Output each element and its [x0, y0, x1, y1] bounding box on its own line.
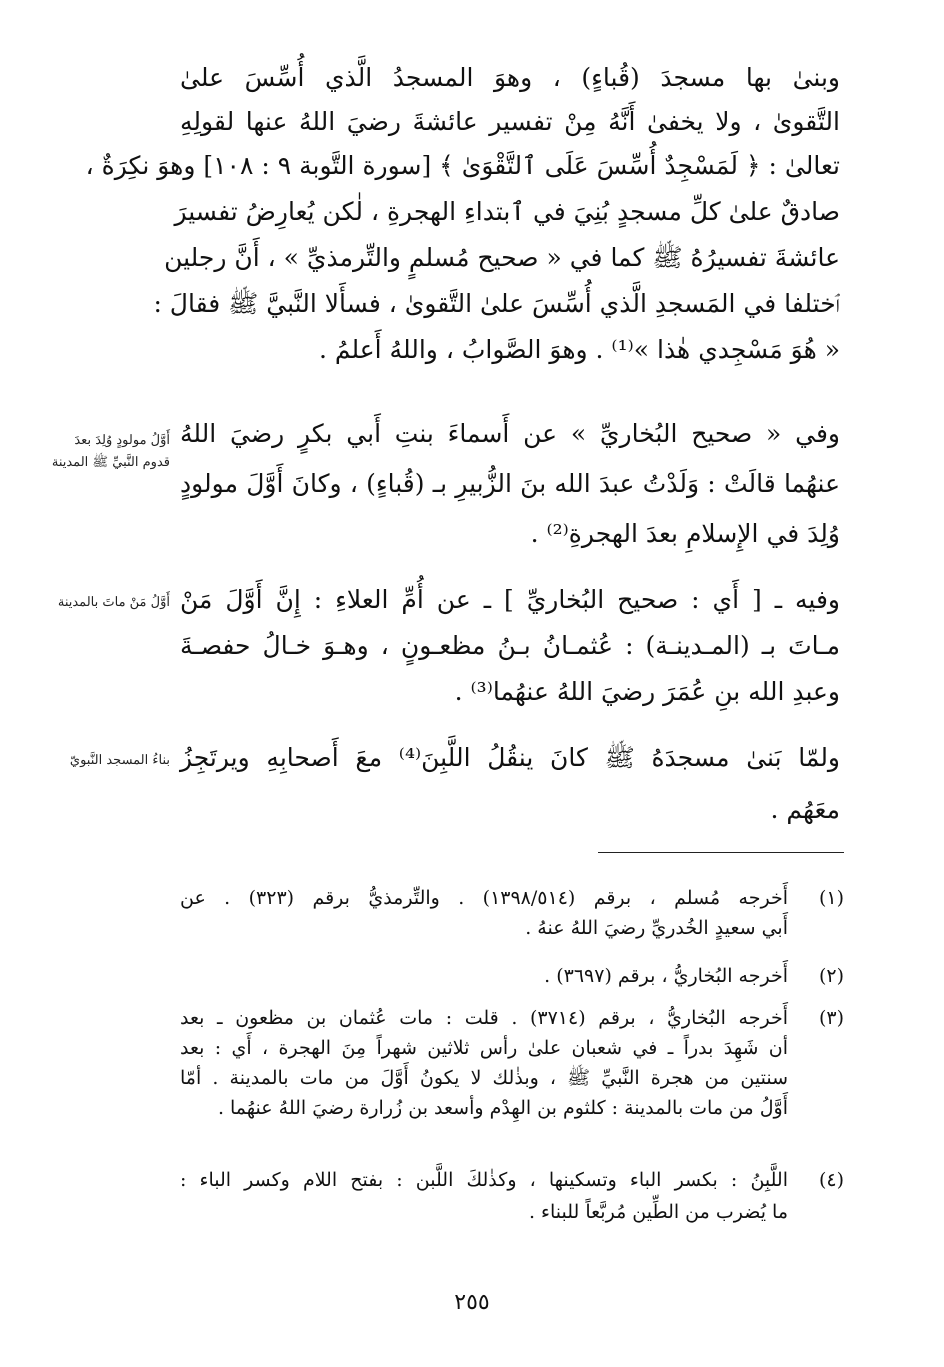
- page-number: ٢٥٥: [454, 1290, 490, 1315]
- footnote-3: [180, 1002, 844, 1132]
- margin-note-line: أَوَّلُ مَنْ ماتَ بالمدينة: [57, 595, 170, 610]
- footnote-line: أَخرجه مُسلم ، برقم (١٣٩٨/٥١٤) . والتِّرمذيُّ برقم (٣٢٣) . عن: [180, 887, 788, 909]
- margin-note-first-born: [14, 430, 170, 474]
- footnote-1: [180, 882, 844, 946]
- text-line: التَّقوىٰ ، ولا يخفىٰ أَنَّهُ مِنْ تفسير عائشةَ رضيَ اللهُ عنها لقولِهِ: [180, 107, 840, 136]
- text-line: صادقٌ علىٰ كلِّ مسجدٍ بُنِيَ في ٱبتداءِ الهجرةِ ، لٰكن يُعارِضُ تفسيرَ: [174, 197, 840, 226]
- text-line: وبنىٰ بها مسجدَ (قُباءٍ) ، وهوَ المسجدُ الَّذي أُسِّسَ علىٰ: [180, 63, 840, 92]
- paragraph-4: [180, 736, 840, 836]
- text-line: مـاتَ بـ (المـدينـة) : عُثمـانُ بـنُ مظعـونٍ ، وهـوَ خـالُ حفصـةَ: [180, 631, 840, 660]
- text-line: تعالىٰ : ﴿ لَمَسْجِدٌ أُسِّسَ عَلَى ٱلتَّقْوَىٰ ﴾ [سورة التَّوبة ٩ : ١٠٨] وهوَ نكِرَةٌ ،: [85, 151, 840, 180]
- footnote-line: اللَّبِنُ : بكسر الباء وتسكينها ، وكذٰلكَ اللَّبن : بفتح اللام وكسر الباء :: [180, 1169, 788, 1191]
- text-line: وُلِدَ في الإِسلامِ بعدَ الهجرةِ⁽²⁾ .: [530, 519, 840, 548]
- text-line: وفي « صحيح البُخاريِّ » عن أَسماءَ بنتِ أَبي بكرٍ رضيَ اللهُ: [180, 419, 840, 448]
- footnote-line: أن شَهِدَ بدراً ـ في شعبان علىٰ رأس ثلاثين شهراً مِنَ الهجرة ، أَي : بعد: [180, 1037, 788, 1059]
- text-line: معَهُم .: [770, 795, 840, 824]
- text-line: ٱختلفا في المَسجدِ الَّذي أُسِّسَ علىٰ التَّقوىٰ ، فسأَلا النَّبيَّ ﷺ فقالَ :: [153, 289, 840, 318]
- footnote-line: أَخرجه البُخاريُّ ، برقم (٣٦٩٧) .: [544, 965, 788, 987]
- text-line: ولمّا بَنىٰ مسجدَهُ ﷺ كانَ ينقُلُ اللَّبِنَ⁽⁴⁾ معَ أَصحابِهِ ويرتَجِزُ: [180, 743, 841, 772]
- margin-note-line: أَوَّلُ مولودٍ وُلِدَ بعدَ: [74, 433, 170, 448]
- footnote-number: (٢): [818, 965, 844, 987]
- footnote-line: ما يُضرب من الطِّين مُربَّعاً للبناء .: [528, 1201, 788, 1223]
- footnote-number: (٣): [818, 1007, 844, 1029]
- footnote-divider: [598, 852, 844, 853]
- margin-note-line: قدوم النَّبيِّ ﷺ المدينة: [51, 455, 170, 470]
- footnote-number: (٤): [818, 1169, 844, 1191]
- paragraph-3: [180, 578, 840, 718]
- footnote-number: (١): [818, 887, 844, 909]
- text-line: وعبدِ الله بنِ عُمَرَ رضيَ اللهُ عنهُما⁽³⁾ .: [454, 677, 840, 706]
- footnote-line: أَخرجه البُخاريُّ ، برقم (٣٧١٤) . قلت : مات عُثمان بن مظعون ـ بعد: [180, 1007, 788, 1029]
- margin-note-mosque-building: [14, 750, 170, 772]
- paragraph-2: [180, 412, 840, 562]
- footnote-line: أَوَّلُ من مات بالمدينة : كلثوم بن الهِدْم وأسعد بن زُرارة رضيَ اللهُ عنهُما .: [217, 1097, 788, 1119]
- footnote-2: [180, 960, 844, 992]
- paragraph-1: [85, 40, 840, 364]
- footnote-line: سنتين من هجرة النَّبيِّ ﷺ ، وبذٰلك لا يكونُ أَوَّلَ من مات بالمدينة . أمّا: [180, 1067, 788, 1089]
- margin-note-line: بناءُ المسجد النَّبويّ: [69, 753, 170, 768]
- text-line: وفيه ـ [ أَي : صحيح البُخاريِّ ] ـ عن أُمِّ العلاءِ : إِنَّ أَوَّلَ مَنْ: [180, 585, 840, 614]
- footnote-line: أَبي سعيدٍ الخُدريِّ رضيَ اللهُ عنهُ .: [525, 917, 788, 939]
- text-line: « هُوَ مَسْجِدي هٰذا »⁽¹⁾ . وهوَ الصَّوابُ ، واللهُ أَعلمُ .: [318, 335, 840, 364]
- text-line: عائشةَ تفسيرُهُ ﷺ كما في « صحيح مُسلمٍ والتِّرمذيِّ » ، أَنَّ رجلين: [164, 243, 840, 272]
- text-line: عنهُما قالَتْ : وَلَدْتُ عبدَ الله بنَ الزُّبيرِ بـ (قُباءٍ) ، وكانَ أَوَّلَ مولودٍ: [180, 469, 840, 498]
- footnote-4: [180, 1164, 844, 1228]
- margin-note-first-death: [14, 592, 170, 614]
